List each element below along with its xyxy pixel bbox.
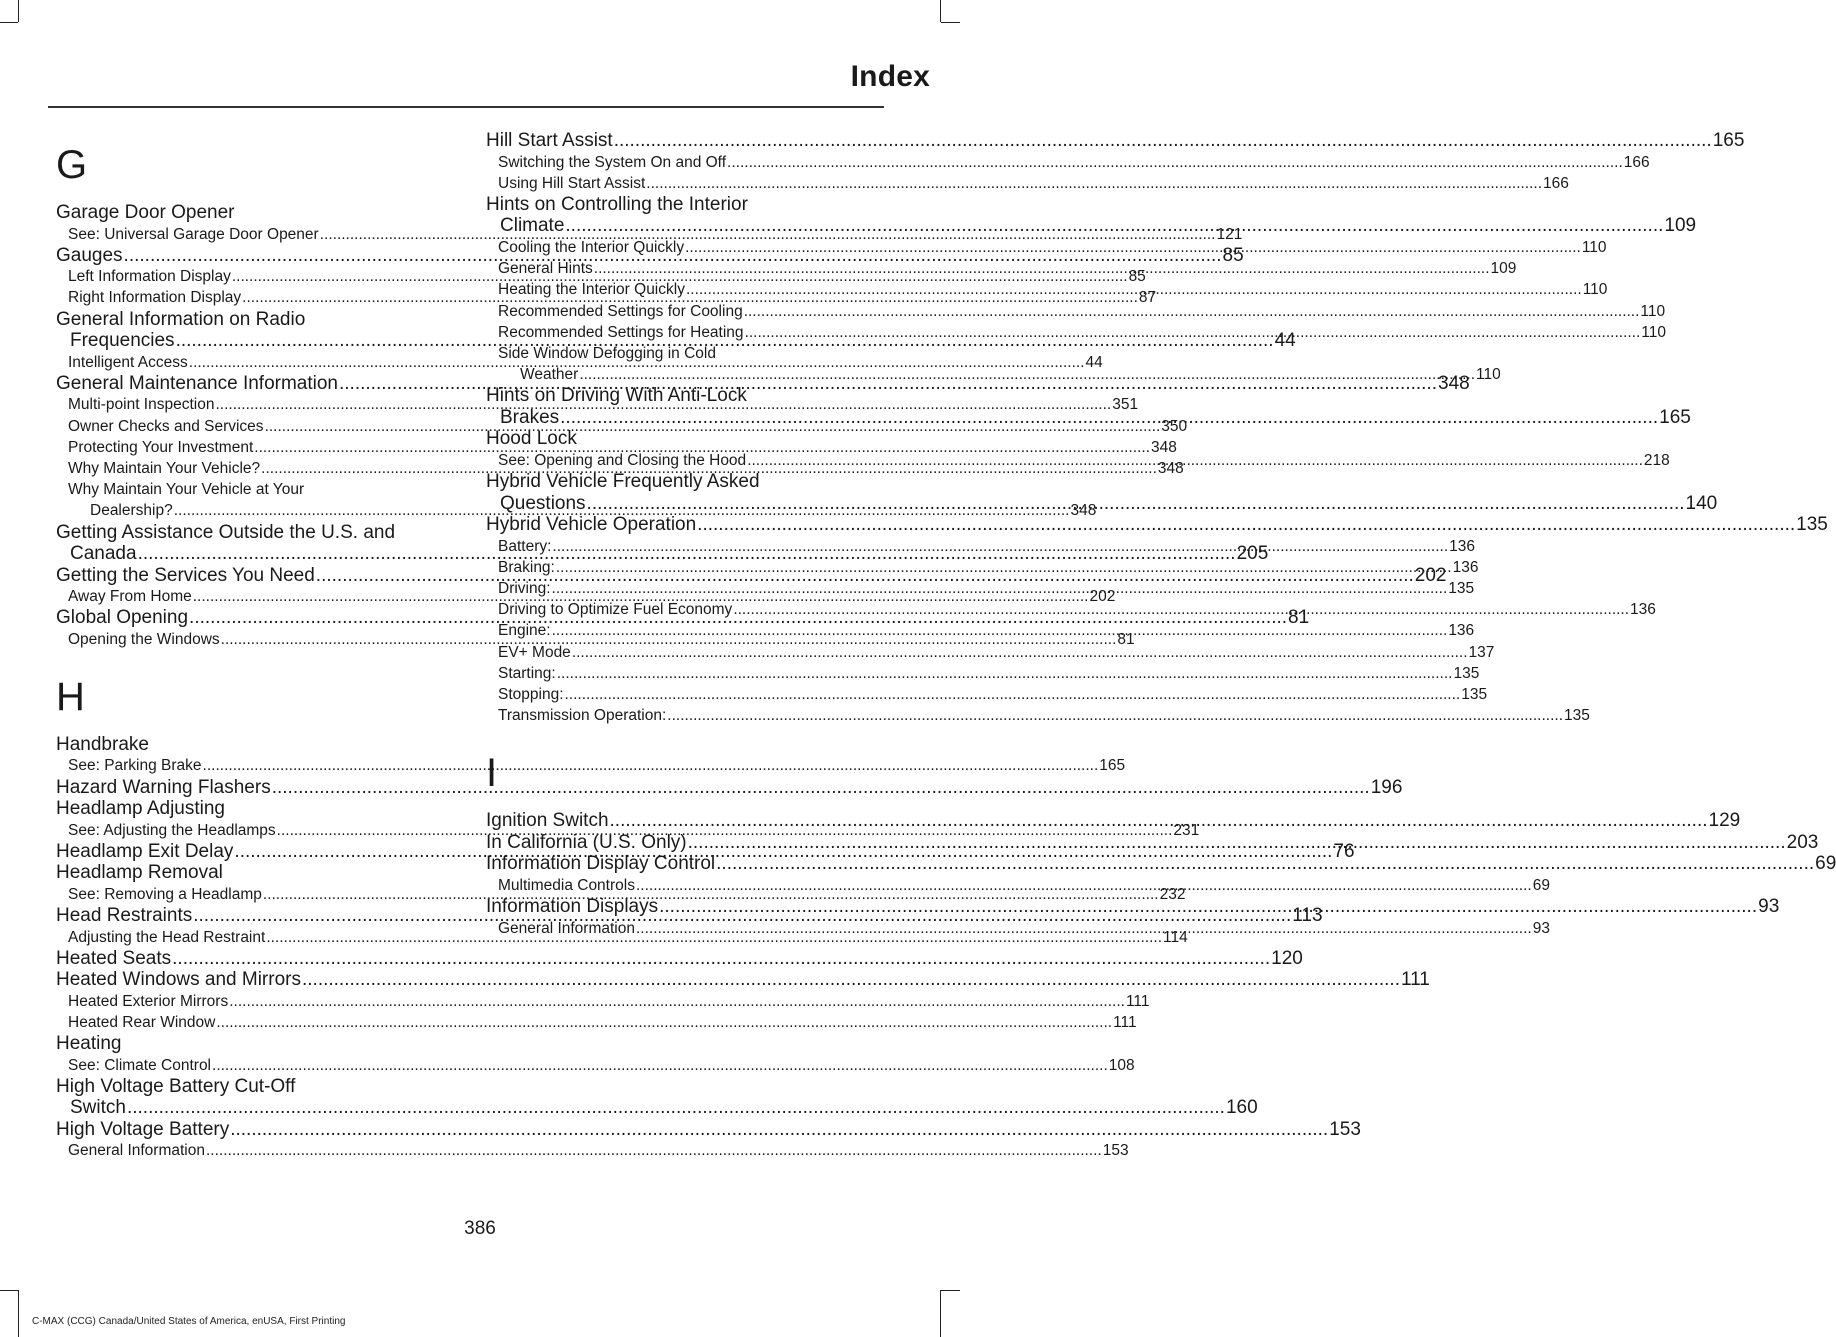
entry-text: Right Information Display (68, 289, 242, 307)
index-subentry[interactable] (56, 1012, 1137, 1033)
entry-text: Climate (500, 215, 565, 237)
entry-text: In California (U.S. Only) (486, 831, 687, 853)
index-entry[interactable] (56, 862, 446, 884)
entry-text: See: Universal Garage Door Opener (68, 225, 319, 243)
dot-leader (636, 920, 1532, 937)
page-reference[interactable]: 137 (1468, 643, 1495, 661)
entry-text: Recommended Settings for Heating (498, 323, 744, 341)
page-reference[interactable]: 69 (1815, 853, 1836, 875)
page-reference[interactable]: 81 (1288, 607, 1310, 629)
entry-text: Heated Windows and Mirrors (56, 969, 301, 991)
entry-text: Handbrake (56, 733, 149, 755)
dot-leader (216, 1014, 1112, 1031)
page-reference[interactable]: 165 (1659, 406, 1691, 428)
entry-text: Getting the Services You Need (56, 564, 315, 586)
page-reference[interactable]: 231 (1173, 821, 1200, 839)
entry-line (498, 343, 876, 364)
page-reference[interactable]: 348 (1151, 438, 1177, 456)
dot-leader (744, 303, 1640, 320)
entry-text: Dealership? (90, 502, 173, 520)
entry-text: Hill Start Assist (486, 130, 613, 151)
page-reference[interactable]: 202 (1089, 588, 1116, 606)
entry-text: Recommended Settings for Cooling (498, 302, 743, 320)
entry-text: Driving: (498, 579, 551, 597)
entry-text: Owner Checks and Services (68, 417, 264, 435)
dot-leader (733, 601, 1629, 618)
entry-text: High Voltage Battery Cut-Off (56, 1075, 296, 1097)
entry-text: Hybrid Vehicle Frequently Asked (486, 471, 760, 493)
dot-leader (614, 130, 1712, 151)
entry-text: High Voltage Battery (56, 1118, 230, 1140)
page-reference[interactable]: 81 (1117, 630, 1135, 648)
index-entry[interactable] (56, 776, 1403, 799)
page-reference[interactable]: 203 (1786, 831, 1819, 853)
entry-text: General Maintenance Information (56, 372, 338, 394)
entry-text: General Information (68, 1142, 205, 1160)
crop-mark (941, 1290, 960, 1291)
entry-line (68, 479, 446, 500)
section-letter: H (56, 674, 85, 719)
dot-leader (697, 514, 1795, 535)
entry-text: Switching the System On and Off (498, 153, 727, 171)
dot-leader (206, 1142, 1102, 1159)
entry-text: Global Opening (56, 607, 189, 629)
entry-text: Canada (70, 543, 137, 565)
page-reference[interactable]: 109 (1490, 260, 1517, 278)
page-reference[interactable]: 111 (1113, 1013, 1137, 1031)
crop-mark (940, 1290, 941, 1337)
index-subentry[interactable] (486, 642, 1495, 663)
dot-leader (667, 707, 1563, 724)
entry-line (56, 522, 446, 544)
entry-text: Headlamp Removal (56, 862, 223, 884)
entry-line (68, 755, 1126, 776)
page-reference[interactable]: 109 (1664, 215, 1697, 237)
entry-line (56, 798, 446, 820)
dot-leader (594, 260, 1490, 277)
page-reference[interactable]: 135 (1564, 707, 1590, 725)
entry-text: General Information (498, 919, 635, 937)
dot-leader (579, 366, 1475, 383)
dot-leader (127, 1097, 1225, 1118)
entry-text: See: Climate Control (68, 1056, 212, 1074)
entry-text: Side Window Defogging in Cold (498, 344, 716, 362)
page-reference[interactable]: 129 (1708, 810, 1741, 832)
dot-leader (727, 154, 1623, 171)
page-number: 386 (464, 1218, 496, 1239)
entry-text: Frequencies (70, 330, 175, 352)
dot-leader (572, 644, 1468, 661)
dot-leader (229, 993, 1125, 1010)
page-reference[interactable]: 135 (1453, 664, 1480, 682)
page-reference[interactable]: 120 (1271, 947, 1303, 969)
entry-line (498, 642, 1495, 663)
index-entry[interactable] (56, 734, 446, 756)
entry-text: Starting: (498, 664, 556, 682)
entry-text: Battery: (498, 537, 552, 555)
dot-leader (610, 810, 1708, 831)
page-reference[interactable]: 218 (1643, 451, 1670, 469)
dot-leader (560, 407, 1658, 428)
index-entry[interactable] (486, 853, 1836, 875)
page-reference[interactable]: 110 (1640, 302, 1666, 320)
page-reference[interactable]: 140 (1685, 492, 1718, 514)
footer-text: C-MAX (CCG) Canada/United States of America, enUSA, First Printing (32, 1316, 346, 1327)
header-rule (48, 106, 884, 108)
dot-leader (556, 559, 1452, 576)
entry-text: Engine: (498, 622, 551, 640)
entry-text: Multi-point Inspection (68, 396, 215, 414)
entry-text: Heating (56, 1033, 122, 1055)
page-reference[interactable]: 85 (1128, 268, 1146, 286)
page-reference[interactable]: 348 (1070, 502, 1097, 520)
entry-line (56, 969, 1430, 991)
entry-line (486, 194, 876, 216)
entry-text: Using Hill Start Assist (498, 174, 646, 192)
entry-text: Switch (70, 1097, 126, 1119)
entry-line (56, 1033, 446, 1055)
page-reference[interactable]: 166 (1623, 153, 1650, 171)
page-reference[interactable]: 153 (1102, 1142, 1129, 1160)
index-subentry[interactable] (486, 173, 1569, 194)
entry-line (56, 309, 446, 331)
entry-text: Multimedia Controls (498, 876, 635, 894)
page-reference[interactable]: 153 (1329, 1118, 1361, 1140)
index-entry[interactable] (56, 202, 446, 224)
entry-text: See: Adjusting the Headlamps (68, 821, 276, 839)
page-reference[interactable]: 165 (1099, 757, 1126, 775)
entry-line (56, 202, 446, 224)
page-reference[interactable]: 108 (1108, 1056, 1135, 1074)
index-entry[interactable] (486, 514, 1828, 536)
page-reference[interactable]: 348 (1157, 459, 1184, 477)
entry-line (498, 301, 1666, 322)
entry-text: Information Display Control (486, 853, 716, 875)
crop-mark (18, 1290, 19, 1337)
section-spacer (486, 726, 876, 738)
crop-mark (0, 22, 18, 23)
crop-mark (0, 1290, 18, 1291)
page-reference[interactable]: 136 (1452, 558, 1479, 576)
crop-mark (940, 0, 941, 22)
section-letter: I (486, 751, 498, 796)
page-reference[interactable]: 110 (1476, 366, 1501, 384)
dot-leader (552, 538, 1448, 555)
dot-leader (230, 1119, 1328, 1140)
entry-text: Headlamp Exit Delay (56, 840, 234, 862)
crop-mark (18, 0, 19, 22)
index-entry[interactable] (56, 969, 1430, 991)
page-reference[interactable]: 136 (1449, 537, 1476, 555)
entry-text: Braking: (498, 558, 555, 576)
entry-line (498, 663, 1480, 684)
entry-line (56, 1097, 1258, 1119)
page-reference[interactable]: 135 (1448, 579, 1475, 597)
entry-text: Information Displays (486, 896, 659, 918)
entry-text: Heating the Interior Quickly (498, 281, 685, 299)
index-entry[interactable] (56, 1033, 446, 1055)
entry-text: Garage Door Opener (56, 202, 235, 223)
dot-leader (636, 877, 1532, 894)
entry-text: See: Removing a Headlamp (68, 885, 262, 903)
index-entry[interactable] (56, 947, 1303, 970)
entry-line (486, 853, 1836, 875)
page-reference[interactable]: 110 (1581, 238, 1607, 256)
section-letter: G (56, 143, 88, 187)
page-reference[interactable]: 113 (1292, 905, 1323, 927)
page-title: Index (850, 60, 930, 93)
page-reference[interactable]: 165 (1712, 130, 1745, 151)
entry-text: Hints on Controlling the Interior (486, 193, 748, 215)
dot-leader (686, 281, 1582, 298)
dot-leader (552, 580, 1448, 597)
page-reference[interactable]: 135 (1796, 514, 1828, 536)
index-entry[interactable] (56, 1118, 1361, 1141)
entry-text: See: Parking Brake (68, 757, 202, 775)
page-reference[interactable]: 202 (1414, 564, 1447, 586)
entry-text: Heated Exterior Mirrors (68, 992, 229, 1010)
index-subentry[interactable] (56, 991, 1150, 1012)
entry-text: Brakes (500, 406, 560, 428)
entry-text: Adjusting the Head Restraint (68, 928, 266, 946)
entry-line (68, 1055, 1135, 1076)
page-reference[interactable]: 136 (1448, 622, 1475, 640)
entry-text: Gauges (56, 244, 123, 266)
page-reference[interactable]: 348 (1438, 372, 1470, 394)
dot-leader (747, 452, 1643, 469)
dot-leader (745, 324, 1641, 341)
section-spacer (56, 650, 446, 662)
page-reference[interactable]: 136 (1630, 601, 1656, 619)
entry-text: Headlamp Adjusting (56, 798, 225, 820)
entry-line (498, 152, 1650, 173)
dot-leader (646, 175, 1542, 192)
page-reference[interactable]: 44 (1274, 330, 1296, 352)
page-reference[interactable]: 69 (1532, 876, 1550, 894)
entry-text: Why Maintain Your Vehicle? (68, 459, 261, 477)
entry-line (68, 991, 1150, 1012)
entry-line (56, 947, 1303, 970)
dot-leader (172, 948, 1270, 969)
entry-text: Protecting Your Investment (68, 438, 254, 456)
entry-line (56, 776, 1403, 799)
dot-leader (716, 853, 1814, 874)
entry-text: Transmission Operation: (498, 707, 667, 725)
entry-text: Intelligent Access (68, 353, 188, 371)
entry-line (498, 705, 1590, 726)
page-reference[interactable]: 76 (1333, 840, 1355, 862)
entry-line (56, 1076, 446, 1098)
index-subentry[interactable] (486, 663, 1480, 684)
index-subentry[interactable] (56, 1140, 1129, 1161)
page-reference[interactable]: 85 (1222, 244, 1244, 266)
entry-line (56, 862, 446, 884)
page-reference[interactable]: 196 (1370, 776, 1403, 798)
entry-line (498, 684, 1488, 705)
index-subentry[interactable] (56, 1055, 1135, 1076)
page-reference[interactable]: 351 (1112, 396, 1139, 414)
entry-text: Hood Lock (486, 428, 577, 450)
entry-line (486, 514, 1828, 536)
page-reference[interactable]: 87 (1138, 289, 1157, 307)
dot-leader (565, 686, 1461, 703)
entry-text: Opening the Windows (68, 630, 220, 648)
entry-text: Questions (500, 492, 586, 514)
entry-line (486, 428, 876, 450)
entry-text: See: Opening and Closing the Hood (498, 451, 747, 469)
entry-text: Weather (520, 366, 579, 384)
page-reference[interactable]: 44 (1085, 353, 1103, 371)
page-reference[interactable]: 110 (1641, 323, 1667, 341)
entry-text: General Hints (498, 260, 593, 278)
page-reference[interactable]: 114 (1163, 928, 1188, 946)
entry-text: Why Maintain Your Vehicle at Your (68, 481, 305, 499)
dot-leader (557, 665, 1453, 682)
page-reference[interactable]: 121 (1216, 225, 1243, 243)
crop-mark (941, 22, 960, 23)
entry-text: Left Information Display (68, 268, 231, 286)
entry-line (56, 734, 446, 756)
dot-leader (212, 1057, 1108, 1074)
index-subentry[interactable] (486, 705, 1590, 726)
page-reference[interactable]: 232 (1159, 885, 1186, 903)
entry-line (68, 1140, 1129, 1161)
page-reference[interactable]: 160 (1225, 1097, 1258, 1119)
entry-text: General Information on Radio (56, 308, 306, 330)
entry-line (68, 1012, 1137, 1033)
page-reference[interactable]: 111 (1400, 969, 1430, 991)
entry-text: Driving to Optimize Fuel Economy (498, 601, 733, 619)
dot-leader (685, 239, 1581, 256)
entry-line (498, 173, 1569, 194)
page-reference[interactable]: 135 (1461, 685, 1488, 703)
entry-text: Getting Assistance Outside the U.S. and (56, 521, 396, 543)
index-entry[interactable] (486, 428, 876, 450)
page-reference[interactable]: 166 (1543, 174, 1569, 192)
index-entry[interactable] (56, 1075, 1258, 1119)
index-entry[interactable] (56, 798, 446, 820)
index-entry[interactable] (486, 130, 1745, 152)
entry-text: Hazard Warning Flashers (56, 776, 271, 798)
entry-text: Heated Seats (56, 947, 172, 969)
index-subentry[interactable] (486, 152, 1650, 173)
entry-text: Cooling the Interior Quickly (498, 238, 685, 256)
entry-text: Away From Home (68, 588, 192, 606)
page-reference[interactable]: 205 (1236, 543, 1269, 565)
dot-leader (688, 832, 1786, 853)
page-reference[interactable]: 93 (1532, 919, 1550, 937)
index-subentry[interactable] (56, 755, 1126, 776)
dot-leader (302, 969, 1400, 990)
entry-text: Stopping: (498, 685, 564, 703)
dot-leader (587, 493, 1685, 514)
dot-leader (565, 215, 1663, 236)
page-reference[interactable]: 111 (1125, 992, 1150, 1010)
entry-text: Ignition Switch (486, 810, 609, 832)
index-subentry[interactable] (486, 684, 1488, 705)
page-reference[interactable]: 93 (1758, 896, 1780, 918)
entry-line (486, 471, 876, 493)
entry-text: Hints on Driving With Anti-Lock (486, 385, 747, 407)
dot-leader (552, 622, 1448, 639)
entry-text: EV+ Mode (498, 643, 571, 661)
page-reference[interactable]: 110 (1582, 281, 1608, 299)
entry-line (486, 130, 1745, 152)
entry-text: Hybrid Vehicle Operation (486, 514, 697, 536)
entry-text: Heated Rear Window (68, 1013, 216, 1031)
index-subentry[interactable] (486, 301, 1666, 322)
page-reference[interactable]: 350 (1161, 417, 1188, 435)
entry-line (486, 385, 876, 407)
entry-text: Head Restraints (56, 905, 193, 927)
entry-line (56, 1118, 1361, 1141)
dot-leader (659, 896, 1757, 917)
